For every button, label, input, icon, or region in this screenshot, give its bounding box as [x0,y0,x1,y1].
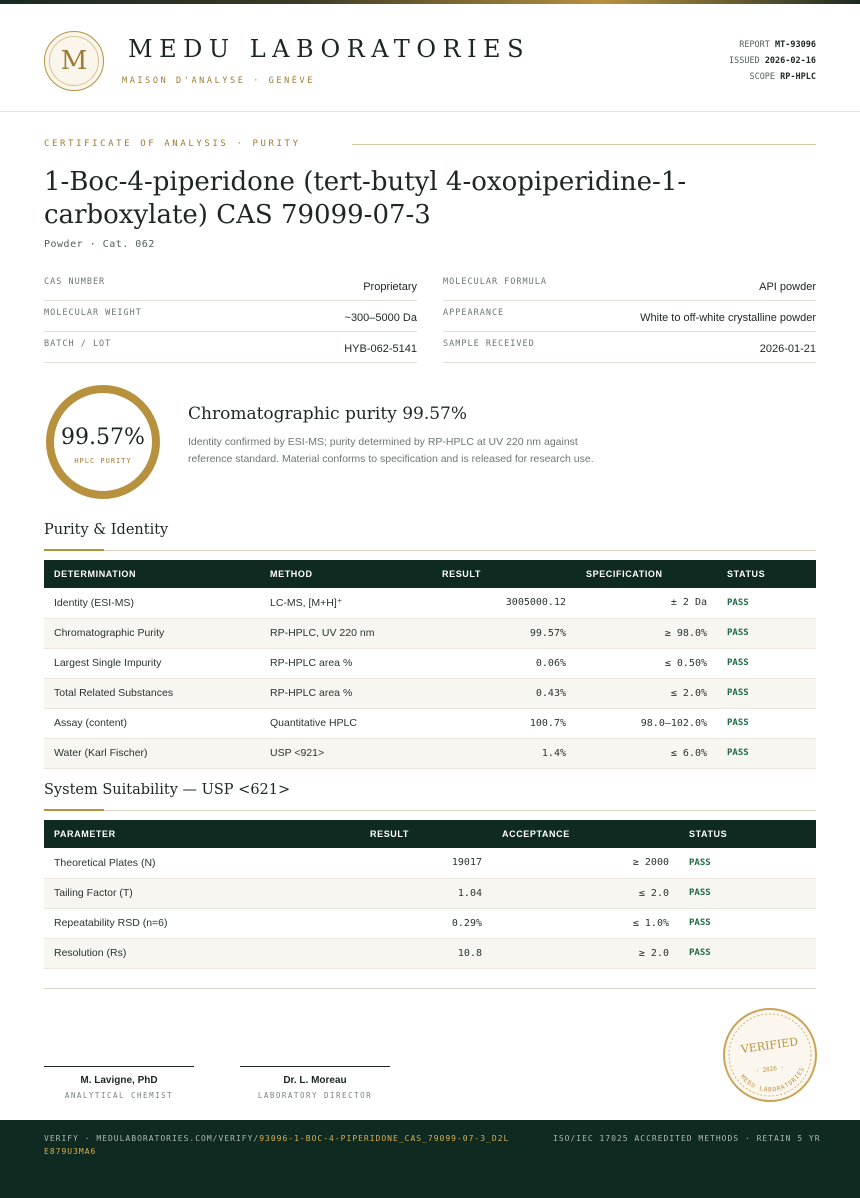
table-row [44,938,816,968]
info-label: MOLECULAR WEIGHT [44,308,142,318]
info-value: 2026-01-21 [759,343,816,355]
parameter-cell: Theoretical Plates (N) [44,848,360,878]
signatory-role: LABORATORY DIRECTOR [257,1091,373,1100]
signatory-name: M. Lavigne, PhD [80,1075,158,1086]
determination-cell: Identity (ESI-MS) [44,588,260,618]
column-header: RESULT [370,829,409,839]
verified-stamp [722,1007,818,1103]
info-row [443,332,816,363]
table-row [44,678,816,708]
purity-label: HPLC PURITY [74,457,132,465]
lab-logo [44,31,104,91]
status-badge: PASS [717,588,816,618]
issued-date: 2026-02-16 [764,56,816,66]
info-grid-left [44,270,417,363]
issued-label: ISSUED [728,56,760,66]
result-cell: 0.06% [432,648,576,678]
specification-cell: ≥ 98.0% [576,618,717,648]
specification-cell: ≤ 6.0% [576,738,717,768]
result-cell: 0.43% [432,678,576,708]
signatory-role: ANALYTICAL CHEMIST [64,1091,174,1100]
report-label: REPORT [739,40,770,50]
determination-cell: Chromatographic Purity [44,618,260,648]
product-subtitle: Powder · Cat. 062 [44,239,155,250]
scope-label: SCOPE [749,72,776,82]
info-value: API powder [759,281,816,293]
section-title-system-suitability: System Suitability — USP <621> [44,782,291,798]
section-title-purity-identity: Purity & Identity [44,522,169,538]
purity-ring [46,385,160,499]
column-header: STATUS [727,569,766,579]
purity-summary: Identity confirmed by ESI-MS; purity determined by RP-HPLC at UV 220 nm against reference standard. Material conforms to specification and is released for research use. [188,436,594,465]
stamp-word: VERIFIED [740,1035,799,1056]
specification-cell: ≤ 0.50% [576,648,717,678]
parameter-cell: Repeatability RSD (n=6) [44,908,360,938]
document-eyebrow: CERTIFICATE OF ANALYSIS · PURITY [44,139,301,149]
info-label: BATCH / LOT [44,339,112,349]
result-cell: 10.8 [360,938,492,968]
stamp-year: · 2026 · [754,1064,785,1075]
table-header-row [44,820,816,848]
verify-link[interactable]: 93096-1-BOC-4-PIPERIDONE_CAS_79099-07-3_D2LE879U3MA6 [44,1134,510,1156]
status-badge: PASS [679,848,816,878]
section-divider [44,810,816,811]
column-header: DETERMINATION [54,569,137,579]
info-label: APPEARANCE [443,308,505,318]
column-header: RESULT [442,569,481,579]
info-row [44,301,417,332]
status-badge: PASS [717,708,816,738]
result-cell: 1.04 [360,878,492,908]
info-row [443,301,816,332]
page-header [0,4,860,112]
info-label: CAS NUMBER [44,277,106,287]
info-value: HYB-062-5141 [344,343,417,355]
result-cell: 100.7% [432,708,576,738]
purity-identity-table [44,560,816,769]
specification-cell: ≤ 2.0% [576,678,717,708]
result-cell: 1.4% [432,738,576,768]
table-row [44,588,816,618]
product-title: 1-Boc-4-piperidone (tert-butyl 4-oxopiperidine-1-carboxylate) CAS 79099-07-3 [44,167,687,230]
status-badge: PASS [679,908,816,938]
result-cell: 19017 [360,848,492,878]
section-divider [44,550,816,551]
page-footer [0,1120,860,1198]
method-cell: LC-MS, [M+H]⁺ [260,588,432,618]
column-header: SPECIFICATION [586,569,663,579]
acceptance-cell: ≤ 2.0 [492,878,679,908]
report-number: MT-93096 [775,40,816,50]
result-cell: 99.57% [432,618,576,648]
logo-monogram: M [49,36,99,86]
table-row [44,648,816,678]
method-cell: RP-HPLC, UV 220 nm [260,618,432,648]
info-value: ~300–5000 Da [344,312,417,324]
determination-cell: Assay (content) [44,708,260,738]
acceptance-cell: ≤ 1.0% [492,908,679,938]
report-meta [729,37,816,85]
table-row [44,738,816,768]
info-row [44,332,417,363]
verify-prefix: VERIFY · MEDULABORATORIES.COM/VERIFY/ [44,1134,260,1143]
status-badge: PASS [717,618,816,648]
status-badge: PASS [717,648,816,678]
specification-cell: 98.0–102.0% [576,708,717,738]
verify-line [44,1132,514,1158]
determination-cell: Water (Karl Fischer) [44,738,260,768]
status-badge: PASS [679,938,816,968]
parameter-cell: Resolution (Rs) [44,938,360,968]
method-cell: RP-HPLC area % [260,648,432,678]
section-accent [44,549,104,551]
status-badge: PASS [717,678,816,708]
column-header: METHOD [270,569,313,579]
determination-cell: Largest Single Impurity [44,648,260,678]
method-cell: Quantitative HPLC [260,708,432,738]
info-label: SAMPLE RECEIVED [443,339,535,349]
result-cell: 0.29% [360,908,492,938]
info-value: Proprietary [363,281,417,293]
purity-value: 99.57% [61,425,145,450]
table-row [44,908,816,938]
info-value: White to off-white crystalline powder [640,312,816,324]
scope-value: RP-HPLC [780,72,816,82]
info-row [44,270,417,301]
info-row [443,270,816,301]
section-accent [44,809,104,811]
acceptance-cell: ≥ 2.0 [492,938,679,968]
brand-name: MEDU LABORATORIES [128,35,531,63]
system-suitability-table [44,820,816,969]
purity-headline: Chromatographic purity 99.57% [188,404,468,424]
info-label: MOLECULAR FORMULA [443,277,547,287]
parameter-cell: Tailing Factor (T) [44,878,360,908]
table-row [44,708,816,738]
accreditation-note: ISO/IEC 17025 ACCREDITED METHODS · RETAIN 5 YR [553,1134,821,1143]
method-cell: USP <921> [260,738,432,768]
table-row [44,878,816,908]
eyebrow-divider [352,144,816,145]
signature-block [44,1066,194,1100]
stamp-arc-text: MEDU LABORATORIES [738,1065,807,1094]
method-cell: RP-HPLC area % [260,678,432,708]
determination-cell: Total Related Substances [44,678,260,708]
status-badge: PASS [717,738,816,768]
table-row [44,618,816,648]
table-row [44,848,816,878]
signatory-name: Dr. L. Moreau [283,1075,347,1086]
info-grid-right [443,270,816,363]
acceptance-cell: ≥ 2000 [492,848,679,878]
column-header: STATUS [689,829,728,839]
table-header-row [44,560,816,588]
signature-block [240,1066,390,1100]
brand-tagline: MAISON D'ANALYSE · GENÈVE [122,76,315,86]
status-badge: PASS [679,878,816,908]
column-header: ACCEPTANCE [502,829,570,839]
specification-cell: ± 2 Da [576,588,717,618]
content-end-divider [44,988,816,989]
column-header: PARAMETER [54,829,116,839]
result-cell: 3005000.12 [432,588,576,618]
